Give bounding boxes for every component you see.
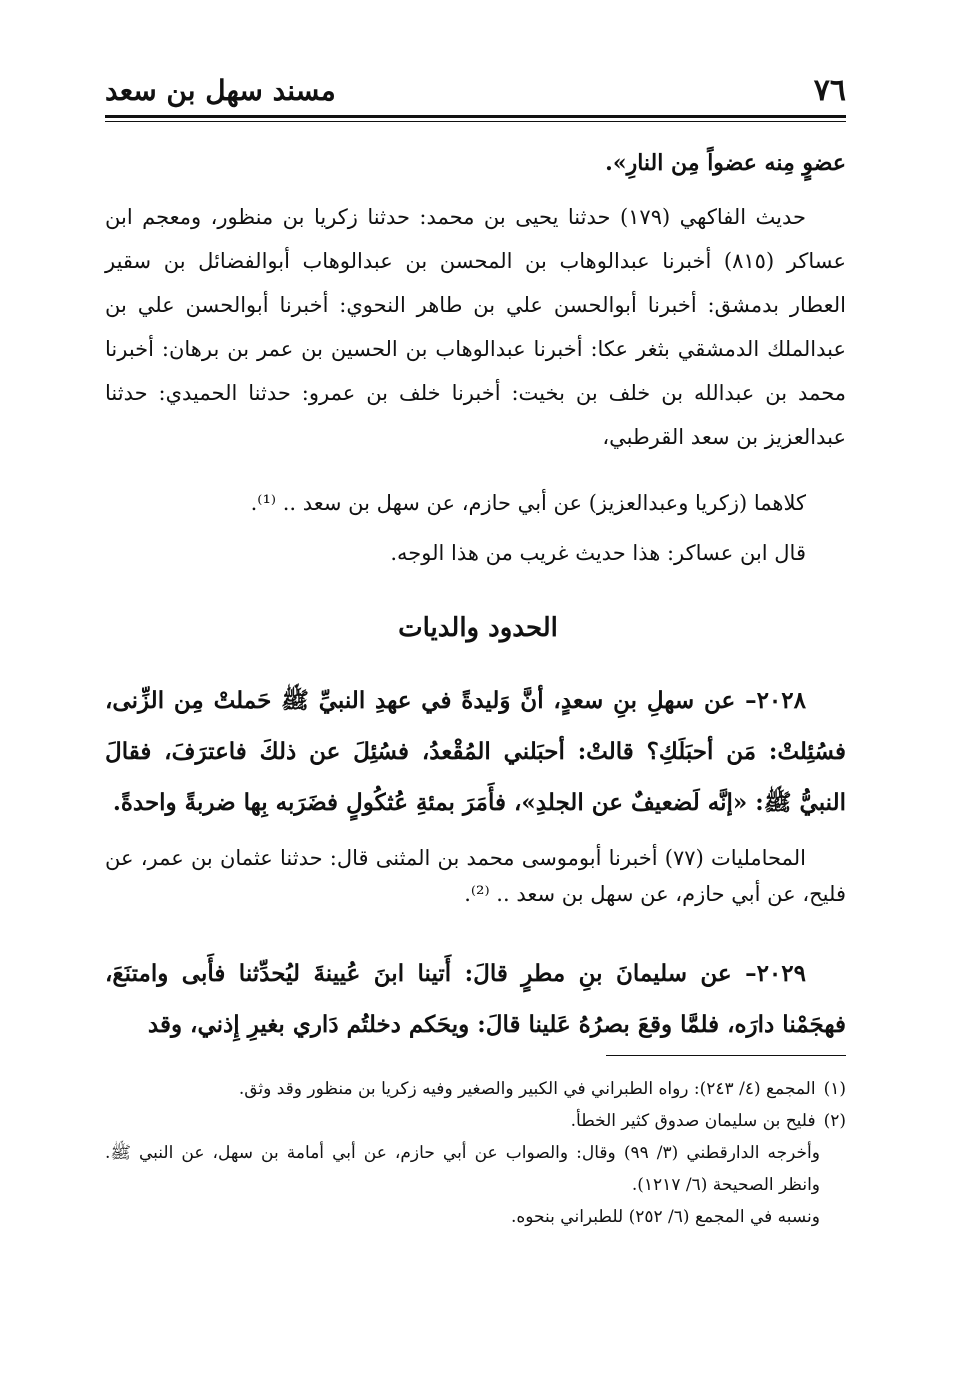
page-number: ٧٦ xyxy=(813,73,846,108)
continued-hadith-text: عضوٍ مِنه عضواً مِن النارِ». xyxy=(605,150,846,176)
footnote-number: (٢) xyxy=(823,1111,846,1131)
header-rule xyxy=(105,115,846,118)
footnote-2-continuation: ونسبه في المجمع (٦/ ٢٥٢) للطبراني بنحوه. xyxy=(510,1207,820,1227)
footnote-text: فليح بن سليمان صدوق كثير الخطأ. xyxy=(570,1111,816,1131)
running-title: مسند سهل بن سعد xyxy=(105,74,336,107)
page-header xyxy=(105,74,846,108)
footnote-2 xyxy=(105,1105,846,1137)
footnote-2-continuation: وأخرجه الدارقطني (٣/ ٩٩) وقال: والصواب عن أبي حازم، عن أبي أمامة بن سهل، عن النبي ﷺ. وانظر الصحيحة (٦/ ١٢١٧). xyxy=(105,1143,820,1195)
hadith-2028: ٢٠٢٨– عن سهلِ بنِ سعدٍ، أنَّ وَليدةً في عهدِ النبيِّ ﷺ حَملتْ مِن الزِّنى، فسُئِلتْ: مَن أحبَلَكِ؟ قالتْ: أحبَلني المُقْعدُ، فسُئِلَ عن ذلكَ فاعترَفَ، فقالَ النبيُّ ﷺ: «إنَّه لَضعيفٌ عن الجلدِ»، فأَمَرَ بمئةِ عُثكُولٍ فضَرَبه بِها ضربةً واحدةً. xyxy=(105,687,846,816)
footnote-number: (١) xyxy=(823,1079,846,1099)
footnote-1 xyxy=(105,1073,846,1105)
footnote-text: المجمع (٤/ ٢٤٣): رواه الطبراني في الكبير والصغير وفيه زكريا بن منظور وقد وثق. xyxy=(238,1079,816,1099)
section-heading: الحدود والديات xyxy=(398,613,558,643)
source-chain-paragraph: حديث الفاكهي (١٧٩) حدثنا يحيى بن محمد: حدثنا زكريا بن منظور، ومعجم ابن عساكر (٨١٥) أخبرنا عبدالوهاب بن المحسن بن عبدالوهاب أبوالفضائل بن سقير العطار بدمشق: أخبرنا أبوالحسن علي بن طاهر النحوي: أخبرنا أبوالحسن علي بن عبدالملك الدمشقي بثغر عكا: أخبرنا عبدالوهاب بن الحسين بن عمر بن برهان: أخبرنا محمد بن عبدالله بن خلف بن بخيت: أخبرنا خلف بن عمرو: حدثنا الحميدي: حدثنا عبدالعزيز بن سعد القرطبي، xyxy=(105,205,846,449)
footnote-separator xyxy=(606,1055,846,1056)
chain-convergence-line: كلاهما (زكريا وعبدالعزيز) عن أبي حازم، عن سهل بن سعد .. ⁽¹⁾. xyxy=(250,491,806,515)
hadith-2029: ٢٠٢٩– عن سليمانَ بنِ مطرٍ قالَ: أَتينا ابنَ عُيينةَ ليُحدِّثنا فأَبى وامتنَعَ، فهجَمْنا دارَه، فلمَّا وقعَ بصرُهُ عَلينا قالَ: ويحَكم دخلتُم دَاري بغيرِ إِذني، وقد xyxy=(105,960,846,1038)
hadith-2028-sources: المحامليات (٧٧) أخبرنا أبوموسى محمد بن المثنى قال: حدثنا عثمان بن عمر، عن فليح، عن أبي حازم، عن سهل بن سعد .. ⁽²⁾. xyxy=(105,846,846,906)
footnotes xyxy=(105,1073,846,1233)
ibn-asakir-remark: قال ابن عساكر: هذا حديث غريب من هذا الوجه. xyxy=(390,541,806,565)
header-rule-thin xyxy=(105,121,846,122)
